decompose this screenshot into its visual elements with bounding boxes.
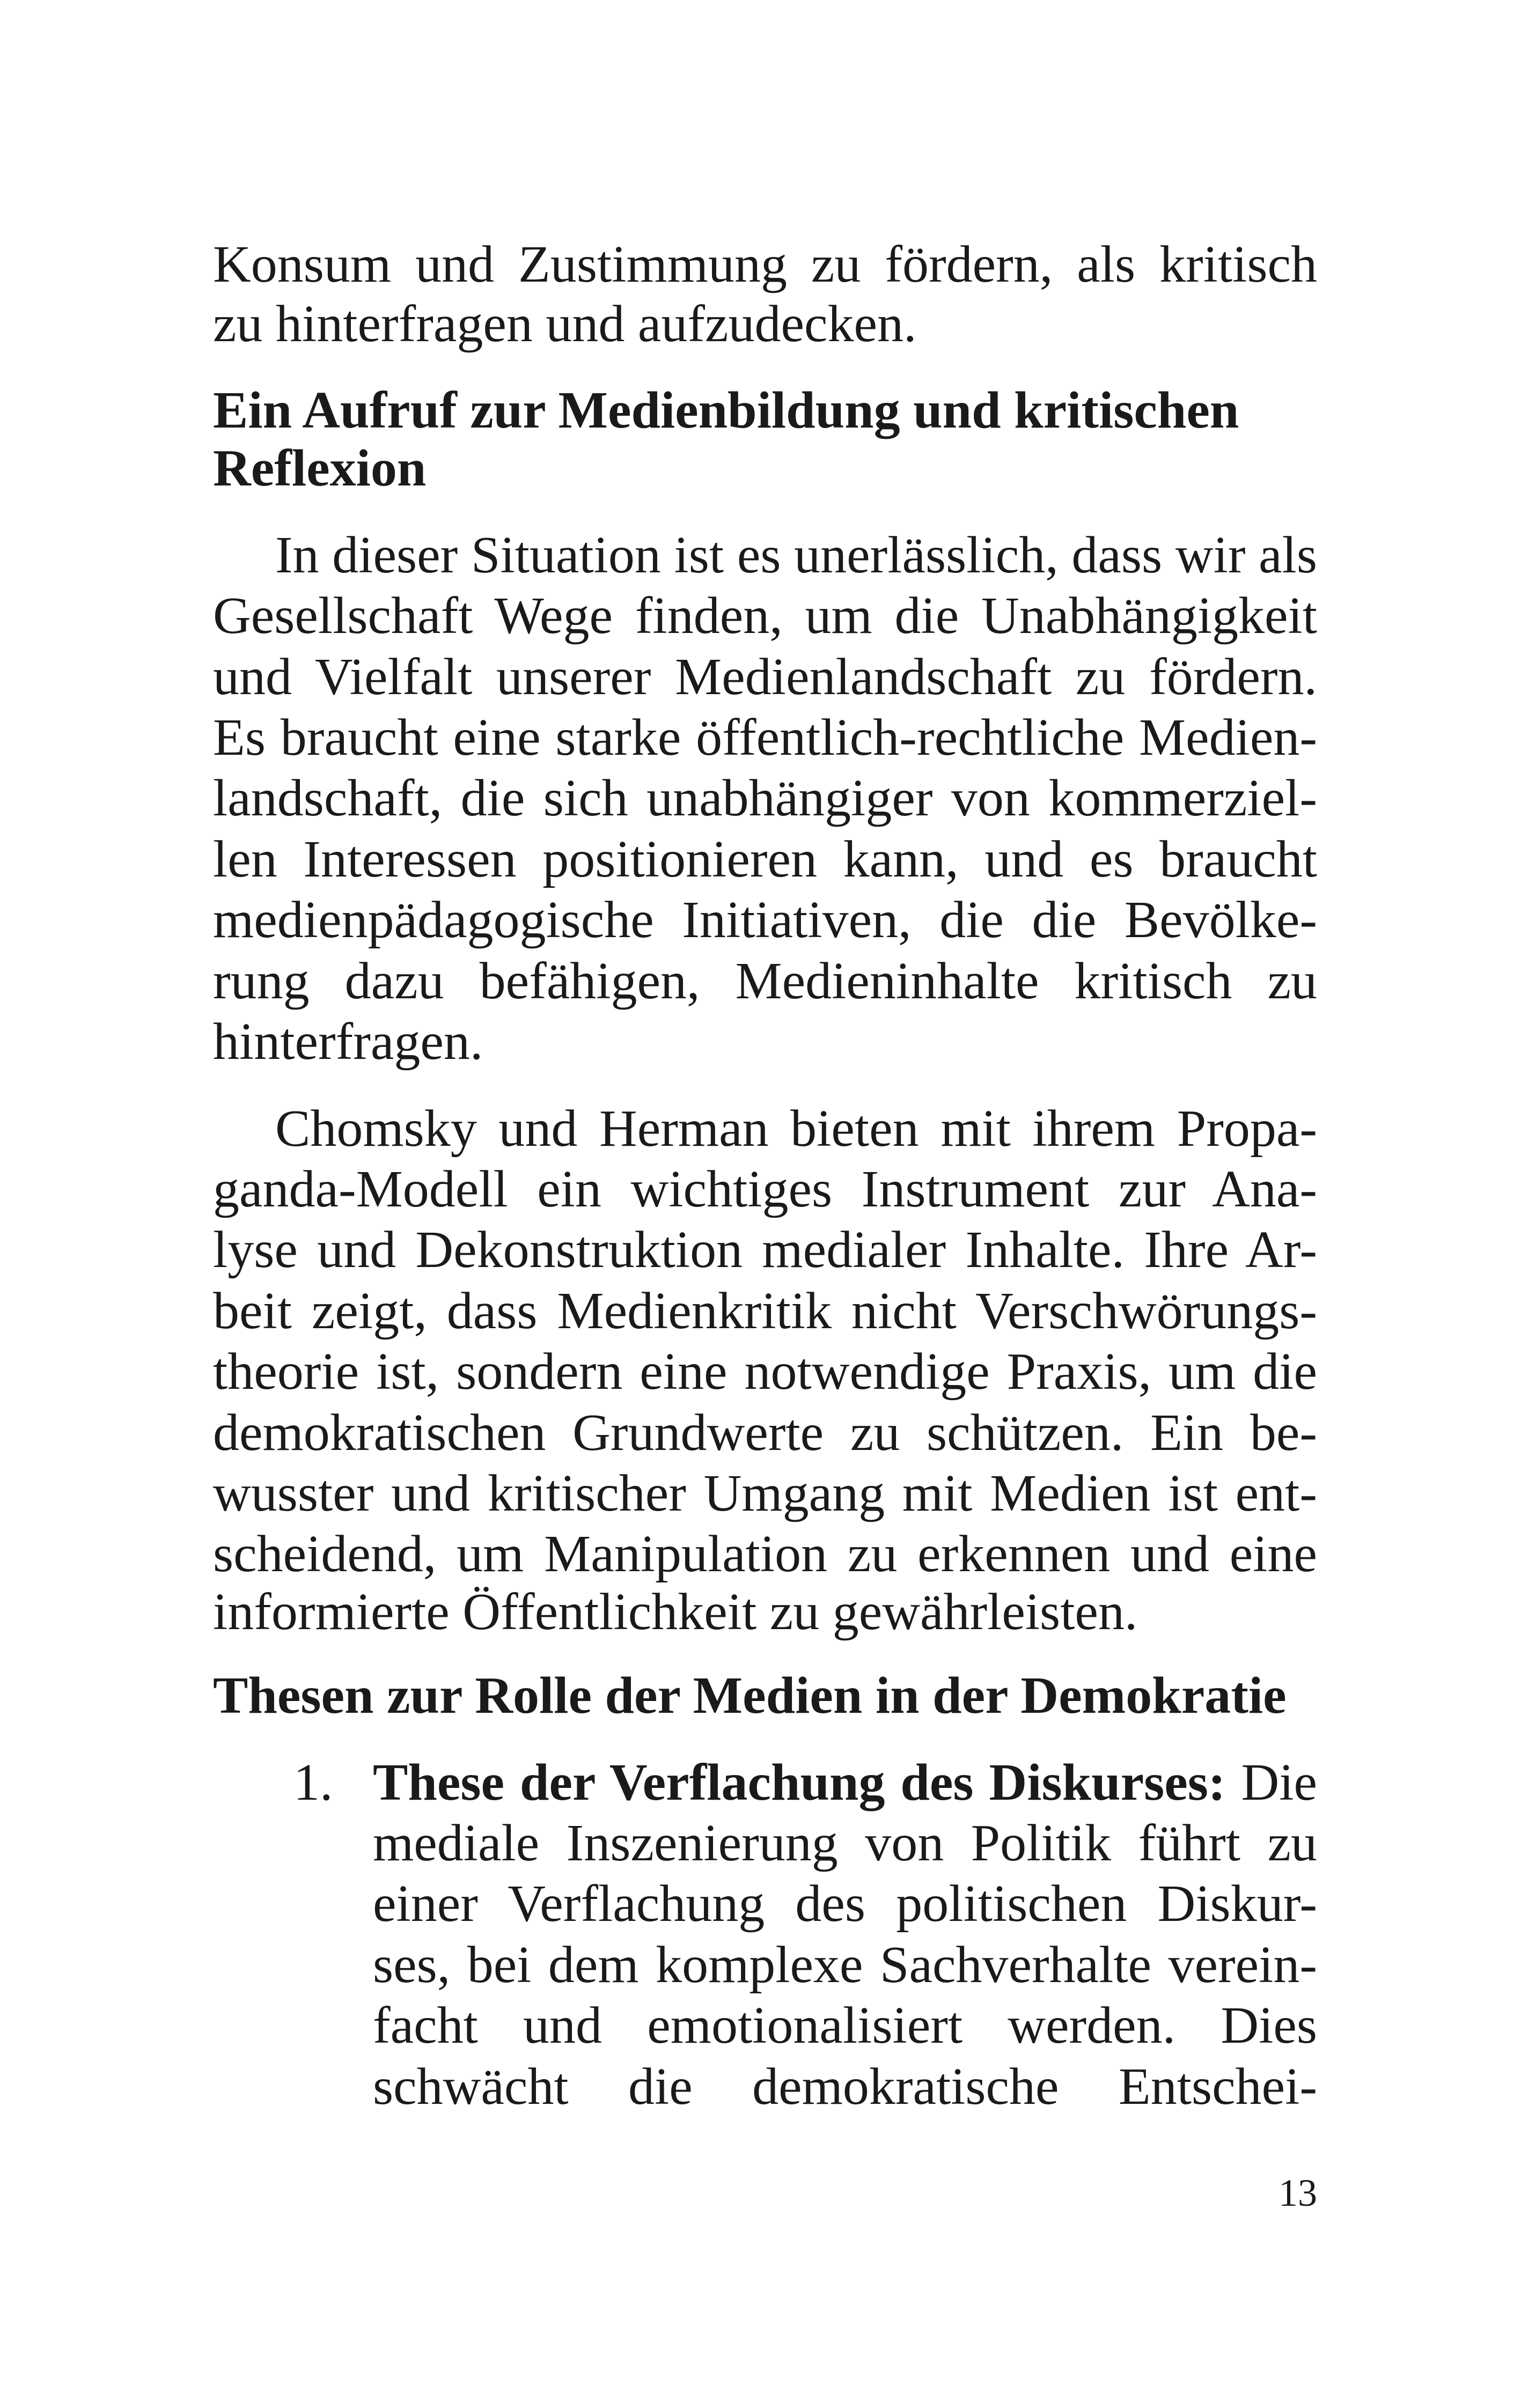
text-line: landschaft, die sich unabhängiger von kommerziel-: [213, 769, 1317, 827]
section-heading: Reflexion: [213, 439, 427, 497]
text-line: mediale Inszenierung von Politik führt zu: [373, 1814, 1317, 1872]
text-line: zu hinterfragen und aufzudecken.: [213, 295, 917, 353]
text-fragment: Die: [1225, 1754, 1318, 1811]
text-line: hinterfragen.: [213, 1013, 483, 1071]
text-line: facht und emotionalisiert werden. Dies: [373, 1997, 1317, 2054]
text-line: [373, 1750, 1317, 1815]
page-number: 13: [1278, 2171, 1317, 2214]
text-line: informierte Öffentlichkeit zu gewährleisten.: [213, 1583, 1138, 1641]
text-line: len Interessen positionieren kann, und es braucht: [213, 830, 1317, 888]
text-line: theorie ist, sondern eine notwendige Praxis, um die: [213, 1343, 1317, 1401]
text-line: Konsum und Zustimmung zu fördern, als kritisch: [213, 235, 1317, 293]
text-line: und Vielfalt unserer Medienlandschaft zu fördern.: [213, 648, 1317, 706]
text-line: schwächt die demokratische Entschei-: [373, 2058, 1317, 2116]
text-line: Gesellschaft Wege finden, um die Unabhängigkeit: [213, 587, 1317, 645]
text-line: ganda-Modell ein wichtiges Instrument zur Ana-: [213, 1160, 1317, 1218]
text-line: wusster und kritischer Umgang mit Medien ist ent-: [213, 1464, 1317, 1522]
text-line: rung dazu befähigen, Medieninhalte kritisch zu: [213, 952, 1317, 1010]
section-heading: Ein Aufruf zur Medienbildung und kritischen: [213, 381, 1239, 439]
list-item-title: These der Verflachung des Diskurses:: [373, 1754, 1226, 1811]
text-line: In dieser Situation ist es unerlässlich, dass wir als: [275, 526, 1317, 584]
section-heading: Thesen zur Rolle der Medien in der Demokratie: [213, 1667, 1287, 1725]
list-number: 1.: [293, 1754, 333, 1811]
text-line: einer Verflachung des politischen Diskur-: [373, 1875, 1317, 1933]
text-line: Chomsky und Herman bieten mit ihrem Propa-: [275, 1100, 1317, 1158]
text-line: ses, bei dem komplexe Sachverhalte verein-: [373, 1936, 1317, 1994]
text-line: beit zeigt, dass Medienkritik nicht Verschwörungs-: [213, 1282, 1317, 1340]
text-line: medienpädagogische Initiativen, die die Bevölke-: [213, 891, 1317, 949]
text-line: scheidend, um Manipulation zu erkennen und eine: [213, 1525, 1317, 1583]
text-line: Es braucht eine starke öffentlich-rechtliche Medien-: [213, 709, 1317, 767]
text-line: lyse und Dekonstruktion medialer Inhalte. Ihre Ar-: [213, 1221, 1317, 1279]
text-line: demokratischen Grundwerte zu schützen. Ein be-: [213, 1404, 1317, 1462]
